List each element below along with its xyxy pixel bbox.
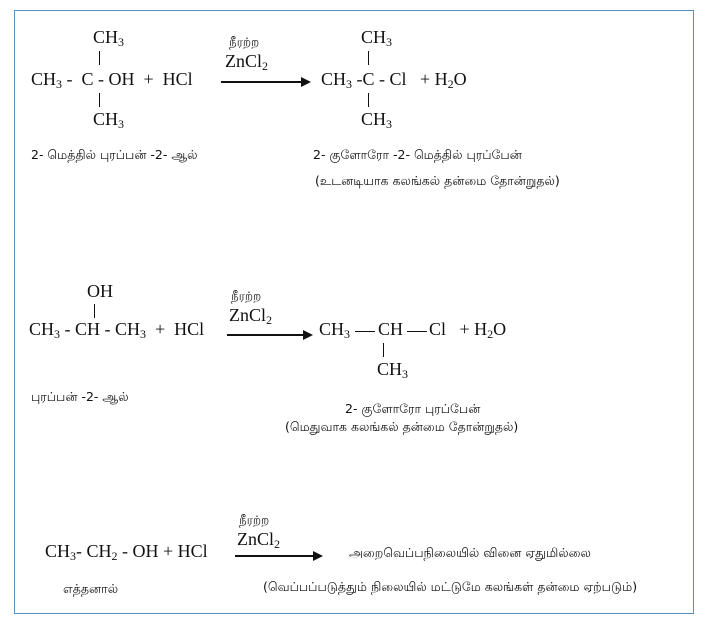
r1-bottom-bond bbox=[99, 93, 100, 107]
r1-product-main: $CH_3$ $-C - Cl + H_2O$ bbox=[321, 69, 467, 91]
r1-observation: (உடனடியாக கலங்கல் தன்மை தோன்றுதல்) bbox=[315, 173, 560, 188]
r1-product-top-bond bbox=[368, 51, 369, 65]
r1-top-bond bbox=[99, 51, 100, 65]
r2-arrow bbox=[227, 334, 311, 336]
r2-product-bottom-bond bbox=[383, 343, 384, 357]
r2-reactant-name: புரப்பன் -2- ஆல் bbox=[31, 389, 129, 404]
r1-product-bottom-bond bbox=[368, 93, 369, 107]
r2-product-methyl: $CH_3$ bbox=[319, 319, 351, 341]
reaction-panel bbox=[14, 10, 694, 614]
r1-top-methyl: $CH_3$ bbox=[93, 27, 125, 49]
r1-product-name: 2- குளோரோ -2- மெத்தில் புரப்பேன் bbox=[313, 147, 522, 162]
r3-observation: (வெப்பப்படுத்தும் நிலையில் மட்டுமே கலங்கள் தன்மை ஏற்படும்) bbox=[263, 579, 638, 594]
r2-product-bond-2 bbox=[407, 331, 427, 332]
r1-condition-anhydrous: நீரற்ற bbox=[229, 35, 260, 49]
r2-top-hydroxyl: OH bbox=[87, 281, 113, 301]
r3-reactant-name: எத்தனால் bbox=[63, 581, 119, 596]
r2-observation: (மெதுவாக கலங்கல் தன்மை தோன்றுதல்) bbox=[285, 419, 519, 434]
r1-arrow bbox=[221, 81, 309, 83]
r2-condition-zncl2: ZnCl$_2$ bbox=[229, 305, 273, 327]
r1-condition-zncl2: ZnCl$_2$ bbox=[225, 51, 269, 73]
r1-product-top-methyl: $CH_3$ bbox=[361, 27, 393, 49]
r1-product-bottom-methyl: $CH_3$ bbox=[361, 109, 393, 131]
r3-condition-anhydrous: நீரற்ற bbox=[239, 513, 270, 527]
r3-condition-zncl2: ZnCl$_2$ bbox=[237, 529, 281, 551]
r1-reactant-name: 2- மெத்தில் புரப்பன் -2- ஆல் bbox=[31, 147, 198, 162]
r1-bottom-methyl: $CH_3$ bbox=[93, 109, 125, 131]
r2-product-tail: $Cl + H_2O$ bbox=[429, 319, 507, 341]
r1-reactant-main: $CH_3$ - C - OH + HCl bbox=[31, 69, 193, 91]
r3-result: அறைவெப்பநிலையில் வினை ஏதுமில்லை bbox=[349, 545, 591, 560]
r2-reactant-main: $CH_3$ - CH - $CH_3$ + HCl bbox=[29, 319, 205, 341]
r2-condition-anhydrous: நீரற்ற bbox=[231, 289, 262, 303]
r3-reactant-main: $CH_3-$ $CH_2$ - OH + HCl bbox=[45, 541, 208, 563]
r3-arrow bbox=[235, 555, 321, 557]
r2-product-ch: CH bbox=[378, 319, 404, 339]
r2-product-name: 2- குளோரோ புரப்பேன் bbox=[345, 401, 481, 416]
r2-product-bottom-methyl: $CH_3$ bbox=[377, 359, 409, 381]
r2-top-bond bbox=[94, 304, 95, 318]
r2-product-bond-1 bbox=[355, 331, 375, 332]
